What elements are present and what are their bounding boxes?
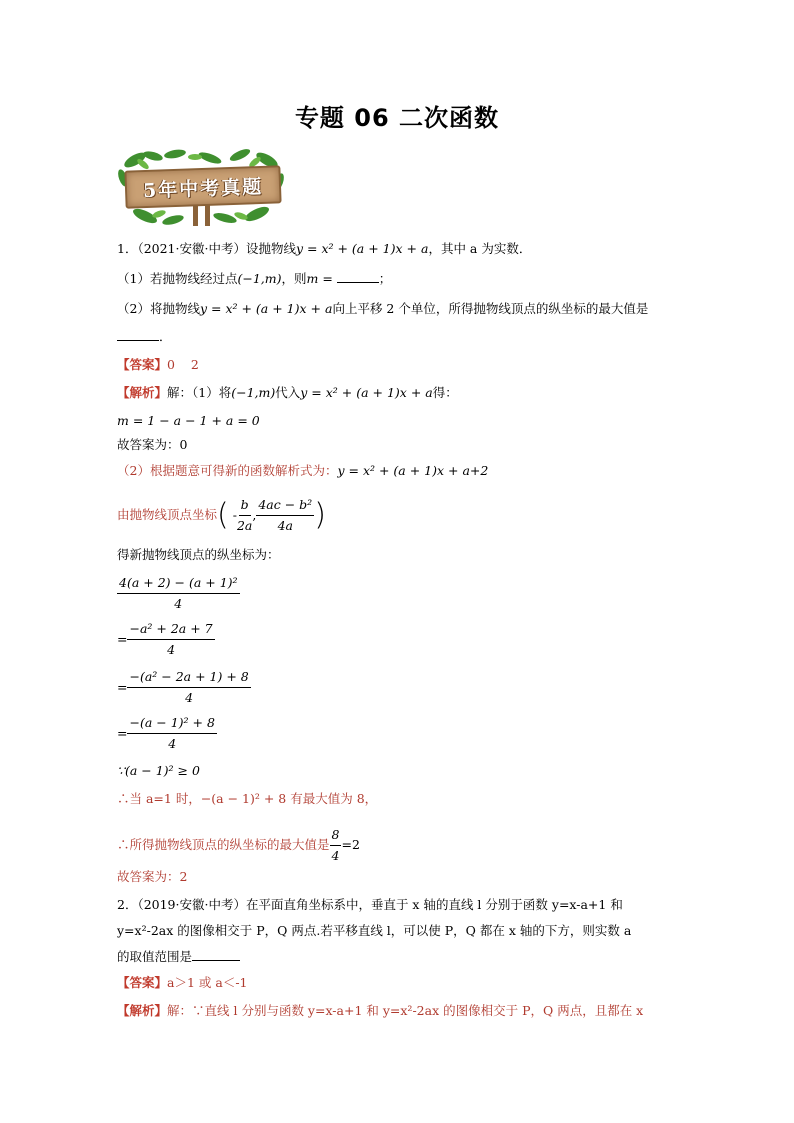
q1-fraction-4: = $\frac{\text{−(a − 1)² + 8}}{4}$ [117, 715, 215, 751]
banner-text: 5年中考真题 [142, 175, 264, 202]
q1-analysis-2: m = 1 − a − 1 + a = 0 [117, 413, 260, 428]
q2-stem-1: 2．（2019·安徽·中考）在平面直角坐标系中，垂直于 x 轴的直线 l 分别于函数 y=x-a+1 和 [117, 897, 623, 912]
q1-fraction-3: = $\frac{\text{−(a² − 2a + 1) + 8}}{4}$ [117, 669, 249, 705]
q2-analysis: 【解析】解：∵直线 l 分别与函数 y=x-a+1 和 y=x²-2ax 的图像相交于 P，Q 两点，且都在 x [117, 1003, 644, 1018]
section-banner [115, 148, 287, 230]
wood-sign [124, 165, 281, 208]
q1-stem: 1．（2021·安徽·中考）设抛物线y = x² + (a + 1)x + a，其中 a 为实数． [117, 241, 532, 256]
vertex-y-fraction: $\frac{\text{4ac − b²}}{4a}$ [258, 497, 313, 533]
q1-analysis-7: ∵(a − 1)² ≥ 0 [117, 763, 200, 778]
q2-stem-3: 的取值范围是 [117, 948, 240, 966]
q1-analysis-5: 由抛物线顶点坐标( - $\frac{b}{2a}$ , $\frac{\text{4ac − b²}}{4a}$ ) [117, 497, 326, 533]
q1-analysis-3: 故答案为：0 [117, 437, 188, 452]
q1-analysis-8: ∴当 a=1 时，−(a − 1)² + 8 有最大值为 8， [117, 791, 378, 806]
q1-part1: （1）若抛物线经过点(−1,m)，则m = ； [117, 271, 392, 286]
q2-answer: 【答案】a＞1 或 a＜-1 [117, 975, 248, 990]
q1-answer: 【答案】0 2 [117, 357, 199, 372]
q1-part2-blank: ． [117, 328, 172, 346]
q1-analysis-10: 故答案为：2 [117, 869, 188, 884]
q1-analysis-6: 得新抛物线顶点的纵坐标为： [117, 547, 280, 562]
q1-part2: （2）将抛物线y = x² + (a + 1)x + a向上平移 2 个单位，所得抛物线顶点的纵坐标的最大值是 [117, 301, 649, 316]
q1-fraction-2: = $\frac{\text{−a² + 2a + 7}}{4}$ [117, 621, 213, 657]
q1-analysis-1: 【解析】解：（1）将(−1,m)代入y = x² + (a + 1)x + a得： [117, 385, 458, 400]
q1-analysis-4: （2）根据题意可得新的函数解析式为：y = x² + (a + 1)x + a+2 [117, 463, 489, 478]
q1-analysis-9: ∴所得抛物线顶点的纵坐标的最大值是 $\frac{8}{4}$ =2 [117, 827, 360, 863]
vertex-x-fraction: $\frac{b}{2a}$ [236, 497, 253, 533]
answer-blank [117, 328, 159, 341]
answer-blank [192, 948, 240, 961]
answer-blank [337, 270, 379, 283]
page-title: 专题 06 二次函数 [294, 104, 500, 132]
q2-stem-2: y=x²-2ax 的图像相交于 P，Q 两点.若平移直线 l，可以使 P，Q 都在 x 轴的下方，则实数 a [117, 923, 632, 938]
q1-fraction-1: $\frac{\text{4(a + 2) − (a + 1)²}}{4}$ [119, 575, 238, 611]
